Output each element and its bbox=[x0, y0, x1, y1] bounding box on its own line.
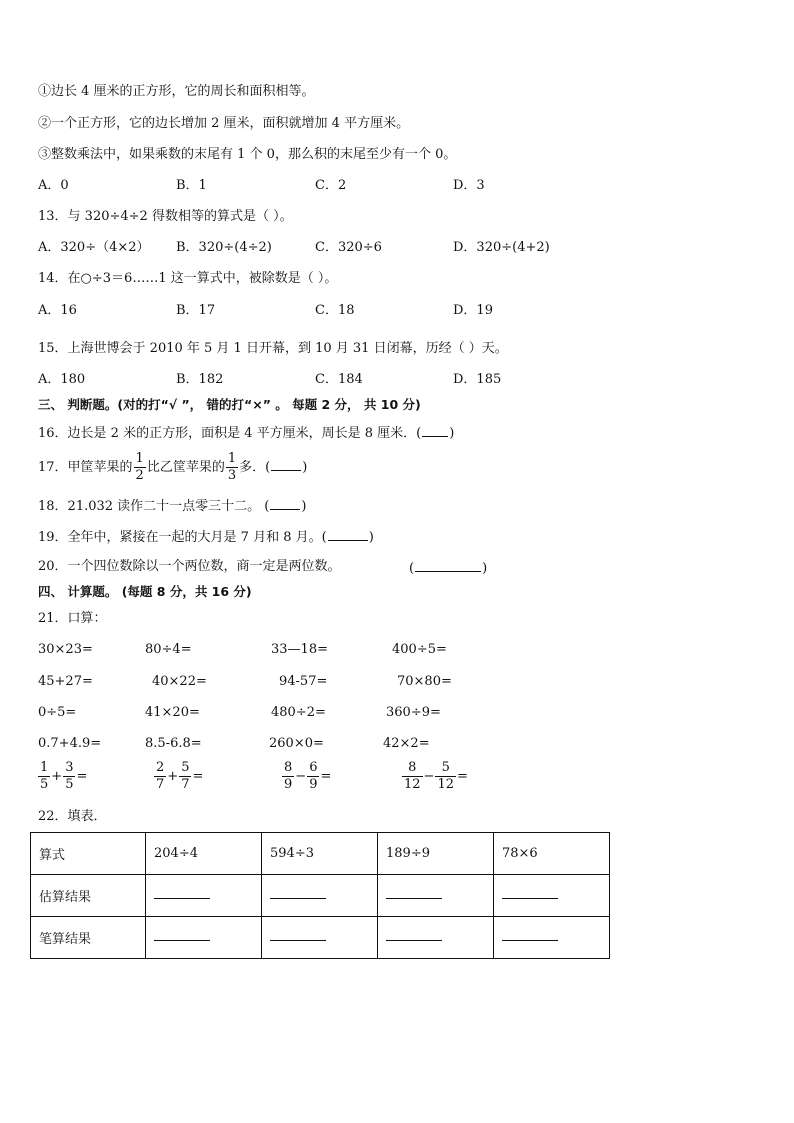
q17-answer-blank[interactable] bbox=[271, 457, 301, 471]
table-row bbox=[31, 917, 610, 959]
denominator: 9 bbox=[284, 777, 293, 792]
q14-question: 14．在○÷3＝6……1 这一算式中，被除数是（ ）。 bbox=[38, 271, 338, 286]
q17-text-mid: 比乙筐苹果的 bbox=[146, 460, 225, 475]
row-label-written: 笔算结果 bbox=[31, 917, 146, 959]
q16-text: 16．边长是 2 米的正方形，面积是 4 平方厘米，周长是 8 厘米．( bbox=[38, 426, 422, 441]
oral-calc: 8.5-6.8= bbox=[145, 736, 202, 751]
q20-open: ( bbox=[409, 561, 415, 576]
fraction-calc bbox=[401, 760, 468, 793]
answer-cell[interactable] bbox=[262, 917, 378, 959]
section-4-heading: 四、 计算题。 (每题 8 分，共 16 分) bbox=[38, 584, 252, 599]
q22-title: 22．填表． bbox=[38, 809, 107, 824]
answer-blank[interactable] bbox=[502, 930, 558, 941]
numerator: 5 bbox=[181, 760, 190, 775]
statement-3: ③整数乘法中，如果乘数的末尾有 1 个 0，那么积的末尾至少有一个 0。 bbox=[38, 147, 457, 162]
oral-calc: 360÷9= bbox=[386, 705, 441, 720]
operator: − bbox=[423, 769, 435, 784]
table-row bbox=[31, 875, 610, 917]
answer-cell[interactable] bbox=[262, 875, 378, 917]
denominator: 12 bbox=[404, 777, 421, 792]
statement-1: ①边长 4 厘米的正方形，它的周长和面积相等。 bbox=[38, 84, 315, 99]
q20-text: 20．一个四位数除以一个两位数，商一定是两位数。 bbox=[38, 559, 341, 574]
q12-option-b: B．1 bbox=[176, 178, 207, 193]
q18-close: ) bbox=[301, 499, 307, 514]
oral-calc: 40×22= bbox=[152, 674, 207, 689]
q15-option-d: D．185 bbox=[453, 372, 502, 387]
fraction bbox=[435, 760, 456, 793]
q14-option-b: B．17 bbox=[176, 303, 216, 318]
q20-answer bbox=[409, 558, 487, 578]
q16-answer-blank[interactable] bbox=[422, 423, 448, 437]
q17-fraction-2 bbox=[226, 451, 238, 484]
q19-close: ) bbox=[368, 530, 374, 545]
oral-calc: 42×2= bbox=[383, 736, 430, 751]
q14-option-d: D．19 bbox=[453, 303, 493, 318]
q14-option-a: A．16 bbox=[38, 303, 77, 318]
equals-sign: = bbox=[457, 769, 468, 784]
q17-f2-numerator: 1 bbox=[227, 451, 237, 466]
operator: + bbox=[51, 769, 63, 784]
answer-cell[interactable] bbox=[146, 917, 262, 959]
table-header-cell: 算式 bbox=[31, 833, 146, 875]
fraction bbox=[282, 760, 294, 793]
numerator: 3 bbox=[65, 760, 74, 775]
estimation-table bbox=[30, 832, 610, 959]
equals-sign: = bbox=[192, 769, 204, 784]
table-header-cell: 78×6 bbox=[494, 833, 610, 875]
denominator: 5 bbox=[65, 777, 74, 792]
denominator: 7 bbox=[156, 777, 165, 792]
fraction-calc bbox=[37, 760, 87, 793]
q20-close: ) bbox=[482, 561, 488, 576]
q14-option-c: C．18 bbox=[315, 303, 355, 318]
q15-option-c: C．184 bbox=[315, 372, 363, 387]
q15-option-a: A．180 bbox=[38, 372, 86, 387]
q16-statement bbox=[38, 423, 454, 443]
q18-statement bbox=[38, 496, 306, 516]
q17-f2-denominator: 3 bbox=[227, 468, 237, 483]
answer-blank[interactable] bbox=[386, 930, 442, 941]
q17-text-post: 多．( bbox=[239, 460, 271, 475]
numerator: 6 bbox=[309, 760, 318, 775]
q12-option-d: D．3 bbox=[453, 178, 485, 193]
q15-question: 15．上海世博会于 2010 年 5 月 1 日开幕，到 10 月 31 日闭幕，历经（ ）天。 bbox=[38, 341, 508, 356]
q15-option-b: B．182 bbox=[176, 372, 224, 387]
q17-fraction-1 bbox=[134, 451, 146, 484]
section-3-heading: 三、 判断题。(对的打“√ ”， 错的打“×” 。 每题 2 分， 共 10 分) bbox=[38, 397, 421, 412]
oral-calc: 260×0= bbox=[269, 736, 324, 751]
numerator: 8 bbox=[284, 760, 293, 775]
answer-cell[interactable] bbox=[494, 917, 610, 959]
oral-calc: 0÷5= bbox=[38, 705, 77, 720]
answer-blank[interactable] bbox=[270, 888, 326, 899]
q13-question: 13．与 320÷4÷2 得数相等的算式是（ ）。 bbox=[38, 209, 293, 224]
equals-sign: = bbox=[320, 769, 332, 784]
q13-option-c: C．320÷6 bbox=[315, 240, 382, 255]
q17-f1-numerator: 1 bbox=[135, 451, 144, 466]
answer-blank[interactable] bbox=[502, 888, 558, 899]
oral-calc: 33—18= bbox=[271, 642, 328, 657]
fraction bbox=[38, 760, 50, 793]
numerator: 5 bbox=[435, 760, 456, 777]
table-header-cell: 189÷9 bbox=[378, 833, 494, 875]
numerator: 8 bbox=[402, 760, 423, 777]
answer-cell[interactable] bbox=[378, 875, 494, 917]
operator: − bbox=[295, 769, 307, 784]
denominator: 7 bbox=[181, 777, 190, 792]
q16-close: ) bbox=[449, 426, 455, 441]
oral-calc: 45+27= bbox=[38, 674, 93, 689]
fraction bbox=[402, 760, 423, 793]
q18-text: 18．21.032 读作二十一点零三十二。 ( bbox=[38, 499, 270, 514]
answer-blank[interactable] bbox=[154, 930, 210, 941]
denominator: 9 bbox=[309, 777, 318, 792]
q13-option-b: B．320÷(4÷2) bbox=[176, 240, 272, 255]
operator: + bbox=[167, 769, 179, 784]
oral-calc: 41×20= bbox=[145, 705, 200, 720]
numerator: 1 bbox=[40, 760, 49, 775]
oral-calc: 0.7+4.9= bbox=[38, 736, 102, 751]
answer-cell[interactable] bbox=[494, 875, 610, 917]
statement-2: ②一个正方形，它的边长增加 2 厘米，面积就增加 4 平方厘米。 bbox=[38, 116, 410, 131]
q19-statement bbox=[38, 527, 374, 547]
table-header-cell: 204÷4 bbox=[146, 833, 262, 875]
answer-blank[interactable] bbox=[386, 888, 442, 899]
numerator: 2 bbox=[156, 760, 165, 775]
q17-statement bbox=[38, 451, 307, 485]
q17-f1-denominator: 2 bbox=[135, 468, 144, 483]
q12-option-c: C．2 bbox=[315, 178, 347, 193]
q17-text-pre: 17．甲筐苹果的 bbox=[38, 460, 133, 475]
oral-calc: 94-57= bbox=[279, 674, 328, 689]
oral-calc: 80÷4= bbox=[145, 642, 192, 657]
q19-answer-blank[interactable] bbox=[328, 527, 368, 541]
oral-calc: 30×23= bbox=[38, 642, 93, 657]
answer-blank[interactable] bbox=[270, 930, 326, 941]
q21-title: 21．口算： bbox=[38, 611, 107, 626]
answer-cell[interactable] bbox=[378, 917, 494, 959]
q17-close: ) bbox=[302, 460, 308, 475]
oral-calc: 70×80= bbox=[397, 674, 452, 689]
equals-sign: = bbox=[76, 769, 88, 784]
fraction bbox=[307, 760, 319, 793]
answer-blank[interactable] bbox=[154, 888, 210, 899]
row-label-estimate: 估算结果 bbox=[31, 875, 146, 917]
fraction bbox=[154, 760, 166, 793]
q13-option-d: D．320÷(4+2) bbox=[453, 240, 550, 255]
fraction bbox=[63, 760, 75, 793]
q18-answer-blank[interactable] bbox=[270, 496, 300, 510]
q19-text: 19．全年中，紧接在一起的大月是 7 月和 8 月。( bbox=[38, 530, 327, 545]
denominator: 12 bbox=[437, 777, 454, 792]
table-header-cell: 594÷3 bbox=[262, 833, 378, 875]
fraction-calc bbox=[281, 760, 331, 793]
answer-cell[interactable] bbox=[146, 875, 262, 917]
fraction-calc bbox=[153, 760, 203, 793]
q13-option-a: A．320÷（4×2） bbox=[38, 240, 150, 255]
q12-option-a: A．0 bbox=[38, 178, 69, 193]
table-header-row bbox=[31, 833, 610, 875]
denominator: 5 bbox=[40, 777, 49, 792]
q20-answer-blank[interactable] bbox=[415, 558, 481, 572]
oral-calc: 480÷2= bbox=[271, 705, 326, 720]
fraction bbox=[179, 760, 191, 793]
oral-calc: 400÷5= bbox=[392, 642, 447, 657]
